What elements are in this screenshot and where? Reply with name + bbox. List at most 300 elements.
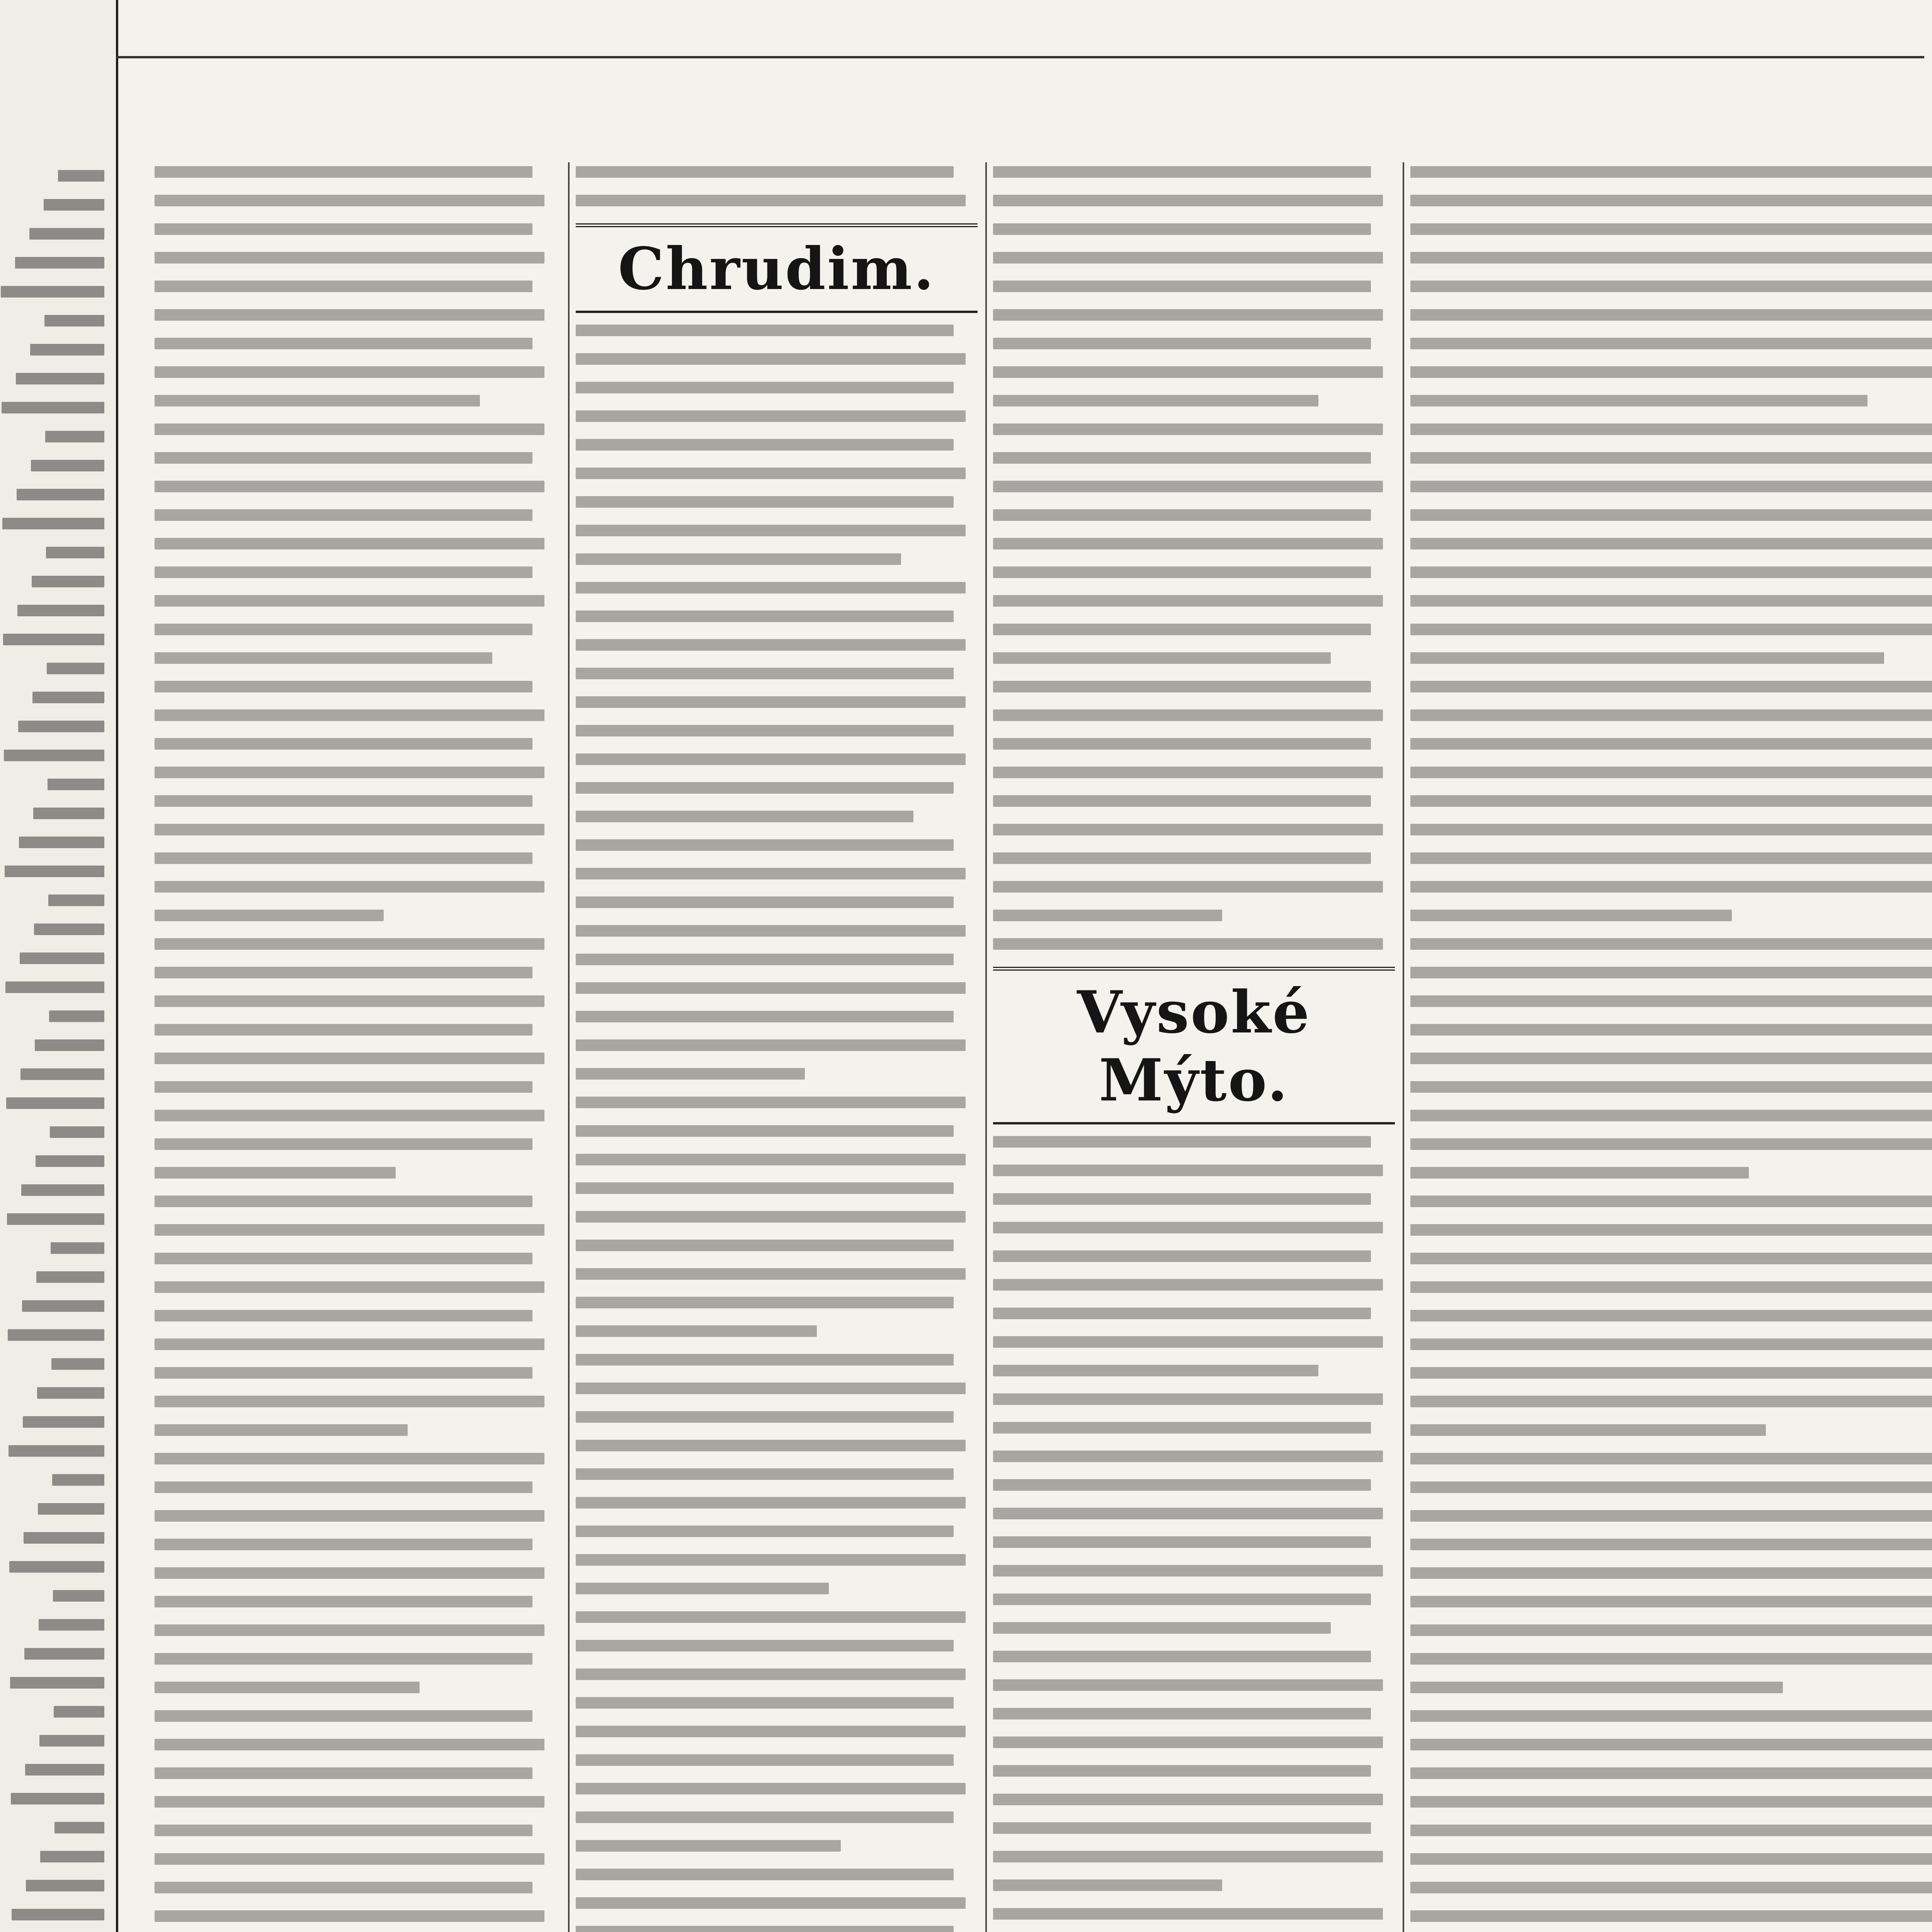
text-line <box>1410 1196 1932 1207</box>
text-line <box>576 1154 966 1165</box>
text-line <box>1410 1310 1932 1321</box>
text-line <box>1410 366 1932 378</box>
text-line <box>576 1697 954 1709</box>
text-line <box>155 738 532 750</box>
text-line <box>155 1396 544 1407</box>
previous-page-text-line <box>30 344 104 355</box>
text-line <box>155 1224 544 1236</box>
text-line <box>1410 1424 1766 1436</box>
text-line <box>1410 938 1932 950</box>
text-line <box>155 281 532 292</box>
text-line <box>993 366 1383 378</box>
text-line <box>1410 1224 1932 1236</box>
text-line <box>1410 1081 1932 1093</box>
text-line <box>155 395 480 406</box>
text-line <box>155 881 544 893</box>
text-line <box>993 1679 1383 1691</box>
text-line <box>576 1354 954 1366</box>
text-line <box>155 1110 544 1121</box>
text-line <box>993 624 1371 635</box>
previous-page-text-line <box>23 1416 104 1428</box>
text-line <box>993 1708 1371 1719</box>
text-line <box>155 481 544 492</box>
text-line <box>993 1565 1383 1577</box>
text-line <box>576 195 966 206</box>
text-line <box>155 1653 532 1665</box>
text-line <box>155 1825 532 1836</box>
text-line <box>1410 1796 1932 1808</box>
text-line <box>155 652 492 664</box>
text-line <box>1410 1110 1932 1121</box>
text-line <box>155 938 544 950</box>
text-line <box>993 738 1371 750</box>
text-line <box>1410 1253 1932 1264</box>
text-line <box>1410 652 1884 664</box>
text-line <box>155 1253 532 1264</box>
text-line <box>993 252 1383 264</box>
previous-page-text-line <box>2 518 104 529</box>
previous-page-text-line <box>33 808 104 819</box>
text-line <box>1410 1767 1932 1779</box>
text-line <box>993 1365 1318 1376</box>
text-line <box>155 366 544 378</box>
text-line <box>576 1668 966 1680</box>
previous-page-text-line <box>9 1561 104 1573</box>
previous-page-text-line <box>53 1590 104 1602</box>
text-line <box>576 1440 966 1451</box>
text-line <box>1410 1624 1932 1636</box>
text-line <box>576 696 966 708</box>
previous-page-text-line <box>34 923 104 935</box>
previous-page-text-line <box>15 257 104 269</box>
text-line <box>1410 1167 1749 1179</box>
text-line <box>993 852 1371 864</box>
text-line <box>993 709 1383 721</box>
text-line <box>576 1211 966 1223</box>
text-line <box>576 611 954 622</box>
text-line <box>576 1125 954 1137</box>
text-line <box>155 1710 532 1722</box>
newspaper-page <box>116 0 1932 1932</box>
text-line <box>993 1250 1371 1262</box>
text-line <box>155 1624 544 1636</box>
text-line <box>155 509 532 521</box>
text-line <box>155 1053 544 1064</box>
column-1 <box>155 166 556 1932</box>
column-4 <box>1410 166 1932 1932</box>
text-line <box>1410 595 1932 607</box>
text-line <box>155 852 532 864</box>
text-line <box>155 423 544 435</box>
previous-page-text-line <box>54 1822 104 1833</box>
text-line <box>576 439 954 451</box>
text-line <box>576 1240 954 1251</box>
text-line <box>576 896 954 908</box>
top-rule <box>116 56 1924 58</box>
text-line <box>1410 223 1932 235</box>
text-line <box>993 1393 1383 1405</box>
previous-page-text-line <box>48 895 104 906</box>
text-line <box>576 1325 817 1337</box>
text-line <box>155 1081 532 1093</box>
text-line <box>993 1165 1383 1176</box>
previous-page-text-line <box>32 576 104 587</box>
text-line <box>993 1622 1331 1634</box>
text-line <box>1410 1138 1932 1150</box>
text-line <box>1410 1510 1932 1522</box>
text-line <box>155 1767 532 1779</box>
previous-page-text-line <box>4 750 104 761</box>
text-line <box>1410 395 1867 406</box>
text-line <box>1410 538 1932 549</box>
text-line <box>993 1308 1371 1319</box>
section-heading-chrudim: Chrudim. <box>576 223 978 313</box>
previous-page-text-line <box>2 402 104 413</box>
previous-page-text-line <box>36 1155 104 1167</box>
previous-page-text-line <box>12 1909 104 1920</box>
text-line <box>155 595 544 607</box>
text-line <box>993 824 1383 835</box>
text-line <box>993 938 1383 950</box>
previous-page-text-line <box>29 228 104 240</box>
chrudim-articles-continued <box>993 166 1395 950</box>
text-line <box>155 252 544 264</box>
text-line <box>993 881 1383 893</box>
text-line <box>576 811 913 822</box>
text-line <box>993 1765 1371 1777</box>
text-line <box>155 1367 532 1379</box>
previous-page-text-line <box>24 1532 104 1544</box>
article-continued <box>155 166 556 1932</box>
text-line <box>993 195 1383 206</box>
text-line <box>155 566 532 578</box>
text-line <box>1410 1539 1932 1550</box>
text-line <box>1410 824 1932 835</box>
previous-page-strip <box>0 0 118 1932</box>
text-line <box>576 753 966 765</box>
text-line <box>155 910 384 921</box>
text-line <box>993 1908 1383 1920</box>
previous-page-text-line <box>5 981 104 993</box>
text-line <box>576 1726 966 1737</box>
previous-page-text-line <box>45 431 104 442</box>
text-line <box>1410 1710 1932 1722</box>
text-line <box>576 925 966 937</box>
previous-page-text-line <box>51 1358 104 1370</box>
text-line <box>576 1297 954 1308</box>
text-line <box>576 166 954 178</box>
previous-page-text-line <box>11 1793 104 1804</box>
text-line <box>1410 1682 1783 1693</box>
previous-page-text-line <box>1 286 104 298</box>
text-line <box>1410 566 1932 578</box>
text-line <box>155 1196 532 1207</box>
text-line <box>155 1539 532 1550</box>
chrudim-articles <box>576 325 978 1932</box>
text-line <box>993 1794 1383 1805</box>
previous-page-text-line <box>39 1735 104 1747</box>
text-line <box>576 325 954 336</box>
text-line <box>1410 1338 1932 1350</box>
text-line <box>1410 1825 1932 1836</box>
text-line <box>576 1583 829 1594</box>
text-line <box>993 566 1371 578</box>
text-line <box>993 223 1371 235</box>
previous-page-text-line <box>24 1648 104 1660</box>
text-line <box>155 1167 396 1179</box>
text-line <box>1410 709 1932 721</box>
text-line <box>993 1879 1222 1891</box>
previous-page-text-line <box>26 1880 104 1891</box>
previous-page-text-line <box>32 692 104 703</box>
text-line <box>576 954 954 965</box>
text-line <box>1410 309 1932 321</box>
text-line <box>576 639 966 651</box>
previous-page-text-line <box>37 1387 104 1399</box>
text-line <box>1410 281 1932 292</box>
text-line <box>1410 881 1932 893</box>
text-line <box>1410 995 1932 1007</box>
text-line <box>576 1811 954 1823</box>
text-line <box>1410 1853 1932 1865</box>
text-line <box>155 767 544 778</box>
text-line <box>155 166 532 178</box>
previous-page-text-line <box>49 1010 104 1022</box>
vysoke-myto-articles-continued <box>1410 166 1932 1932</box>
text-line <box>155 1281 544 1293</box>
text-line <box>576 553 901 565</box>
text-line <box>576 1097 966 1108</box>
text-line <box>576 353 966 365</box>
text-line <box>993 309 1383 321</box>
text-line <box>1410 795 1932 807</box>
text-line <box>993 681 1371 692</box>
text-line <box>576 1411 954 1423</box>
previous-page-text-line <box>5 866 104 877</box>
text-line <box>576 525 966 536</box>
text-line <box>576 1182 954 1194</box>
column-2 <box>576 166 978 1932</box>
previous-page-text-line <box>40 1851 104 1862</box>
previous-page-text-line <box>50 1126 104 1138</box>
previous-page-text-line <box>44 315 104 327</box>
text-line <box>576 1840 841 1852</box>
text-line <box>576 1611 966 1623</box>
text-line <box>1410 195 1932 206</box>
text-line <box>155 1338 544 1350</box>
text-line <box>576 1926 954 1932</box>
text-line <box>1410 481 1932 492</box>
text-line <box>993 1536 1371 1548</box>
previous-page-text-line <box>35 1039 104 1051</box>
text-line <box>155 338 532 349</box>
text-line <box>993 423 1383 435</box>
text-line <box>993 1451 1383 1462</box>
text-line <box>993 281 1371 292</box>
previous-page-text-line <box>46 547 104 558</box>
previous-page-text-line <box>10 1677 104 1689</box>
text-line <box>1410 1910 1932 1922</box>
text-line <box>155 538 544 549</box>
text-line <box>1410 1653 1932 1665</box>
text-line <box>155 1424 408 1436</box>
text-line <box>993 166 1371 178</box>
text-line <box>993 1508 1383 1519</box>
text-line <box>993 1279 1383 1291</box>
text-line <box>576 725 954 736</box>
text-line <box>1410 1024 1932 1036</box>
text-line <box>993 1336 1383 1348</box>
previous-page-text-line <box>20 1068 104 1080</box>
previous-page-text-line <box>7 1213 104 1225</box>
text-line <box>1410 910 1732 921</box>
text-line <box>155 195 544 206</box>
text-line <box>1410 166 1932 178</box>
previous-page-text-line <box>48 779 104 790</box>
column-divider <box>568 162 570 1932</box>
previous-page-text-line <box>20 952 104 964</box>
text-line <box>1410 624 1932 635</box>
text-line <box>155 452 532 464</box>
previous-page-text-line <box>21 1184 104 1196</box>
text-line <box>1410 1053 1932 1064</box>
text-line <box>1410 1396 1932 1407</box>
previous-page-text-line <box>54 1706 104 1718</box>
text-line <box>993 1422 1371 1434</box>
text-line <box>155 309 544 321</box>
section-heading-vysoke-myto: Vysoké Mýto. <box>993 967 1395 1124</box>
text-line <box>993 1222 1383 1233</box>
text-line <box>1410 452 1932 464</box>
previous-page-text-line <box>9 1445 104 1457</box>
text-line <box>576 982 966 994</box>
text-line <box>993 595 1383 607</box>
text-line <box>576 1640 954 1651</box>
text-line <box>993 481 1383 492</box>
text-line <box>1410 1596 1932 1607</box>
text-line <box>155 824 544 835</box>
previous-page-text-line <box>19 837 104 848</box>
text-line <box>576 1011 954 1022</box>
text-line <box>155 223 532 235</box>
previous-page-text-line <box>25 1764 104 1776</box>
text-line <box>993 1193 1371 1205</box>
text-line <box>1410 1367 1932 1379</box>
text-line <box>993 1651 1371 1662</box>
text-line <box>576 410 966 422</box>
text-line <box>155 967 532 978</box>
text-line <box>1410 1281 1932 1293</box>
previous-page-text-line <box>39 1619 104 1631</box>
text-line <box>155 1310 532 1321</box>
previous-page-text-line <box>3 634 104 645</box>
text-line <box>155 1882 532 1893</box>
text-line <box>576 496 954 508</box>
text-line <box>155 1596 532 1607</box>
text-line <box>993 338 1371 349</box>
previous-page-text-line <box>52 1474 104 1486</box>
text-line <box>993 910 1222 921</box>
text-line <box>576 868 966 879</box>
previous-page-text-line <box>51 1242 104 1254</box>
text-line <box>1410 967 1932 978</box>
text-line <box>993 1594 1371 1605</box>
text-line <box>155 1567 544 1579</box>
text-line <box>993 767 1383 778</box>
text-line <box>1410 338 1932 349</box>
text-line <box>993 1822 1371 1834</box>
text-line <box>993 652 1331 664</box>
previous-page-text-line <box>38 1503 104 1515</box>
text-line <box>576 839 954 851</box>
text-line <box>155 1481 532 1493</box>
column-divider <box>1403 162 1404 1932</box>
text-line <box>155 1510 544 1522</box>
text-line <box>155 1853 544 1865</box>
text-line <box>155 1796 544 1808</box>
text-line <box>576 382 954 393</box>
text-line <box>993 395 1318 406</box>
text-line <box>1410 767 1932 778</box>
text-line <box>576 1468 954 1480</box>
text-line <box>993 1479 1371 1491</box>
text-line <box>1410 681 1932 692</box>
text-line <box>1410 1567 1932 1579</box>
previous-page-text-line <box>22 1300 104 1312</box>
text-line <box>576 1068 805 1080</box>
text-line <box>155 1910 544 1922</box>
text-line <box>155 709 544 721</box>
text-line <box>1410 1453 1932 1464</box>
text-line <box>1410 252 1932 264</box>
previous-page-text-line <box>44 199 104 211</box>
article-continued-end <box>576 166 978 206</box>
text-line <box>576 1526 954 1537</box>
text-line <box>155 995 544 1007</box>
text-line <box>155 1024 532 1036</box>
text-line <box>155 681 532 692</box>
text-line <box>1410 1882 1932 1893</box>
text-line <box>576 1783 966 1794</box>
text-line <box>576 582 966 594</box>
previous-page-text-line <box>6 1097 104 1109</box>
text-line <box>993 452 1371 464</box>
text-line <box>576 468 966 479</box>
text-line <box>155 624 532 635</box>
previous-page-text-line <box>31 460 104 471</box>
text-line <box>1410 509 1932 521</box>
text-line <box>155 1739 544 1750</box>
previous-page-text-line <box>58 170 104 182</box>
text-line <box>576 1754 954 1766</box>
column-3 <box>993 166 1395 1932</box>
text-line <box>576 782 954 794</box>
text-line <box>1410 423 1932 435</box>
text-line <box>1410 1481 1932 1493</box>
vysoke-myto-articles <box>993 1136 1395 1932</box>
text-line <box>993 1736 1383 1748</box>
text-line <box>576 1039 966 1051</box>
text-line <box>993 538 1383 549</box>
previous-page-text-line <box>18 721 104 732</box>
text-line <box>993 795 1371 807</box>
text-line <box>155 1453 544 1464</box>
text-line <box>576 1268 966 1280</box>
text-line <box>1410 852 1932 864</box>
text-line <box>576 1554 966 1566</box>
text-line <box>155 1682 420 1693</box>
text-line <box>155 795 532 807</box>
